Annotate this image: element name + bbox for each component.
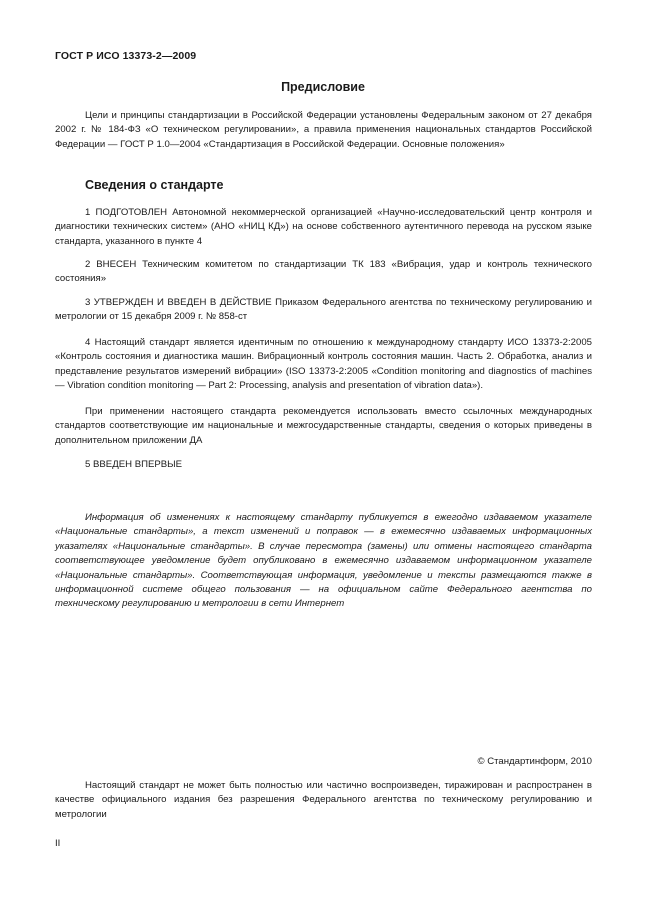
info-item-submitted: 2 ВНЕСЕН Техническим комитетом по стандартизации ТК 183 «Вибрация, удар и контроль технического состояния» xyxy=(55,259,592,285)
standard-info-title: Сведения о стандарте xyxy=(85,178,224,192)
info-item-approved: 3 УТВЕРЖДЕН И ВВЕДЕН В ДЕЙСТВИЕ Приказом Федерального агентства по техническому регулированию и метрологии от 15 декабря 2009 г. № 858-ст xyxy=(55,297,592,323)
info-item-identical: 4 Настоящий стандарт является идентичным по отношению к международному стандарту ИСО 13373-2:2005 «Контроль состояния и диагностика машин. Вибрационный контроль состояния машин. Часть 2. Обработка, анализ и представление результатов измерений вибрации» (ISO 13373-2:2005 «Condition monitoring and diagnostics of machines — Vibration condition monitoring — Part 2: Processing, analysis and presentation of vibration data»). xyxy=(55,337,592,392)
info-item-prepared: 1 ПОДГОТОВЛЕН Автономной некоммерческой организацией «Научно-исследовательский центр контроля и диагностики технических систем» (АНО «НИЦ КД») на основе собственного аутентичного перевода на русском языке стандарта, указанного в пункте 4 xyxy=(55,207,592,247)
changes-info-notice: Информация об изменениях к настоящему стандарту публикуется в ежегодно издаваемом указателе «Национальные стандарты», а текст изменений и поправок — в ежемесячно издаваемых информационных указателях «Национальные стандарты». В случае пересмотра (замены) или отмены настоящего стандарта соответствующее уведомление будет опубликовано в ежемесячно издаваемом информационном указателе «Национальные стандарты». Соответствующая информация, уведомление и тексты размещаются также в информационной системе общего пользования — на официальном сайте Федерального агентства по техническому регулированию и метрологии в сети Интернет xyxy=(55,512,592,610)
page-number: II xyxy=(55,838,61,849)
reproduction-notice: Настоящий стандарт не может быть полностью или частично воспроизведен, тиражирован и распространен в качестве официального издания без разрешения Федерального агентства по техническому регулированию и метрологии xyxy=(55,780,592,820)
copyright-notice: © Стандартинформ, 2010 xyxy=(477,756,592,767)
foreword-paragraph: Цели и принципы стандартизации в Российской Федерации установлены Федеральным законом от 27 декабря 2002 г. № 184-ФЗ «О техническом регулировании», а правила применения национальных стандартов Российской Федерации — ГОСТ Р 1.0—2004 «Стандартизация в Российской Федерации. Основные положения» xyxy=(55,110,592,150)
info-item-first-introduced: 5 ВВЕДЕН ВПЕРВЫЕ xyxy=(85,459,183,470)
info-item-application-note: При применении настоящего стандарта рекомендуется использовать вместо ссылочных международных стандартов соответствующие им национальные и межгосударственные стандарты, сведения о которых приведены в дополнительном приложении ДА xyxy=(55,406,592,446)
document-header: ГОСТ Р ИСО 13373-2—2009 xyxy=(55,50,197,62)
foreword-title: Предисловие xyxy=(281,80,365,94)
